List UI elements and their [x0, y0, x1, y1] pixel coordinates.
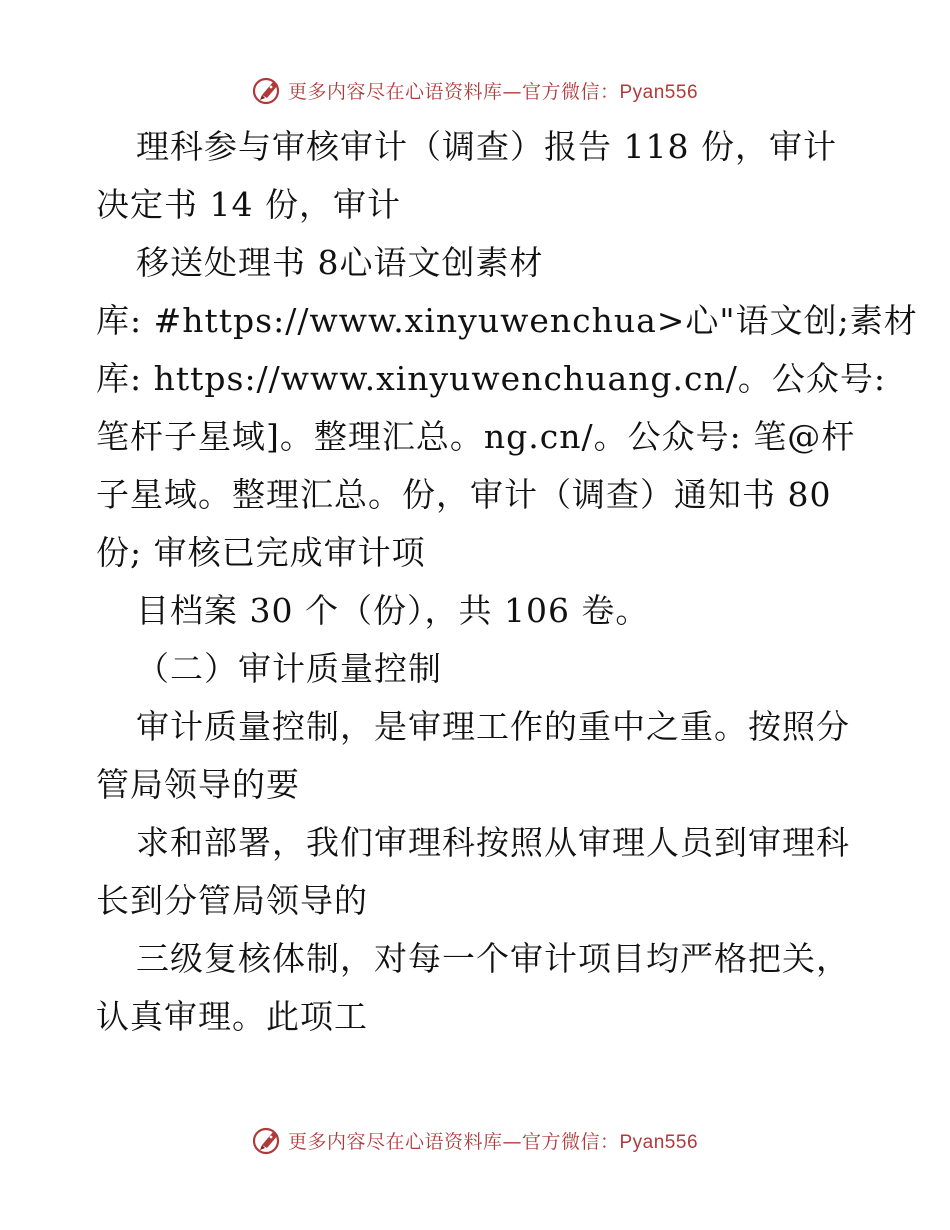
- section-heading: （二）审计质量控制: [136, 649, 442, 688]
- paragraph-line: 移送处理书 8心语文创素材: [136, 243, 544, 282]
- paragraph-line: 决定书 14 份，审计: [96, 185, 401, 224]
- paragraph-line: 审计质量控制，是审理工作的重中之重。按照分: [136, 707, 850, 746]
- paragraph-line: 笔杆子星域]。整理汇总。ng.cn/。公众号: 笔@杆: [96, 417, 856, 456]
- document-body: [96, 118, 918, 1046]
- paragraph-line: 管局领导的要: [96, 765, 300, 804]
- paragraph-line: 目档案 30 个（份），共 106 卷。: [136, 591, 650, 630]
- paragraph-line: 库: https://www.xinyuwenchuang.cn/。公众号:: [96, 359, 886, 398]
- paragraph-line: 理科参与审核审计（调查）报告 118 份，审计: [136, 127, 837, 166]
- paragraph-line: 库: #https://www.xinyuwenchua>心"语文创;素材: [96, 301, 918, 340]
- pen-nib-icon: [252, 1124, 284, 1156]
- footer-banner: [0, 1122, 950, 1158]
- header-banner: [0, 72, 950, 108]
- paragraph-line: 求和部署，我们审理科按照从审理人员到审理科: [136, 823, 850, 862]
- paragraph-line: 长到分管局领导的: [96, 881, 368, 920]
- pen-nib-icon: [252, 74, 284, 106]
- banner-text: 更多内容尽在心语资料库—官方微信：Pyan556: [287, 1130, 699, 1153]
- paragraph-line: 三级复核体制，对每一个审计项目均严格把关，: [136, 939, 850, 978]
- paragraph-line: 认真审理。此项工: [96, 997, 368, 1036]
- paragraph-line: 子星域。整理汇总。份，审计（调查）通知书 80: [96, 475, 832, 514]
- paragraph-line: 份; 审核已完成审计项: [96, 533, 426, 572]
- banner-text: 更多内容尽在心语资料库—官方微信：Pyan556: [287, 80, 699, 103]
